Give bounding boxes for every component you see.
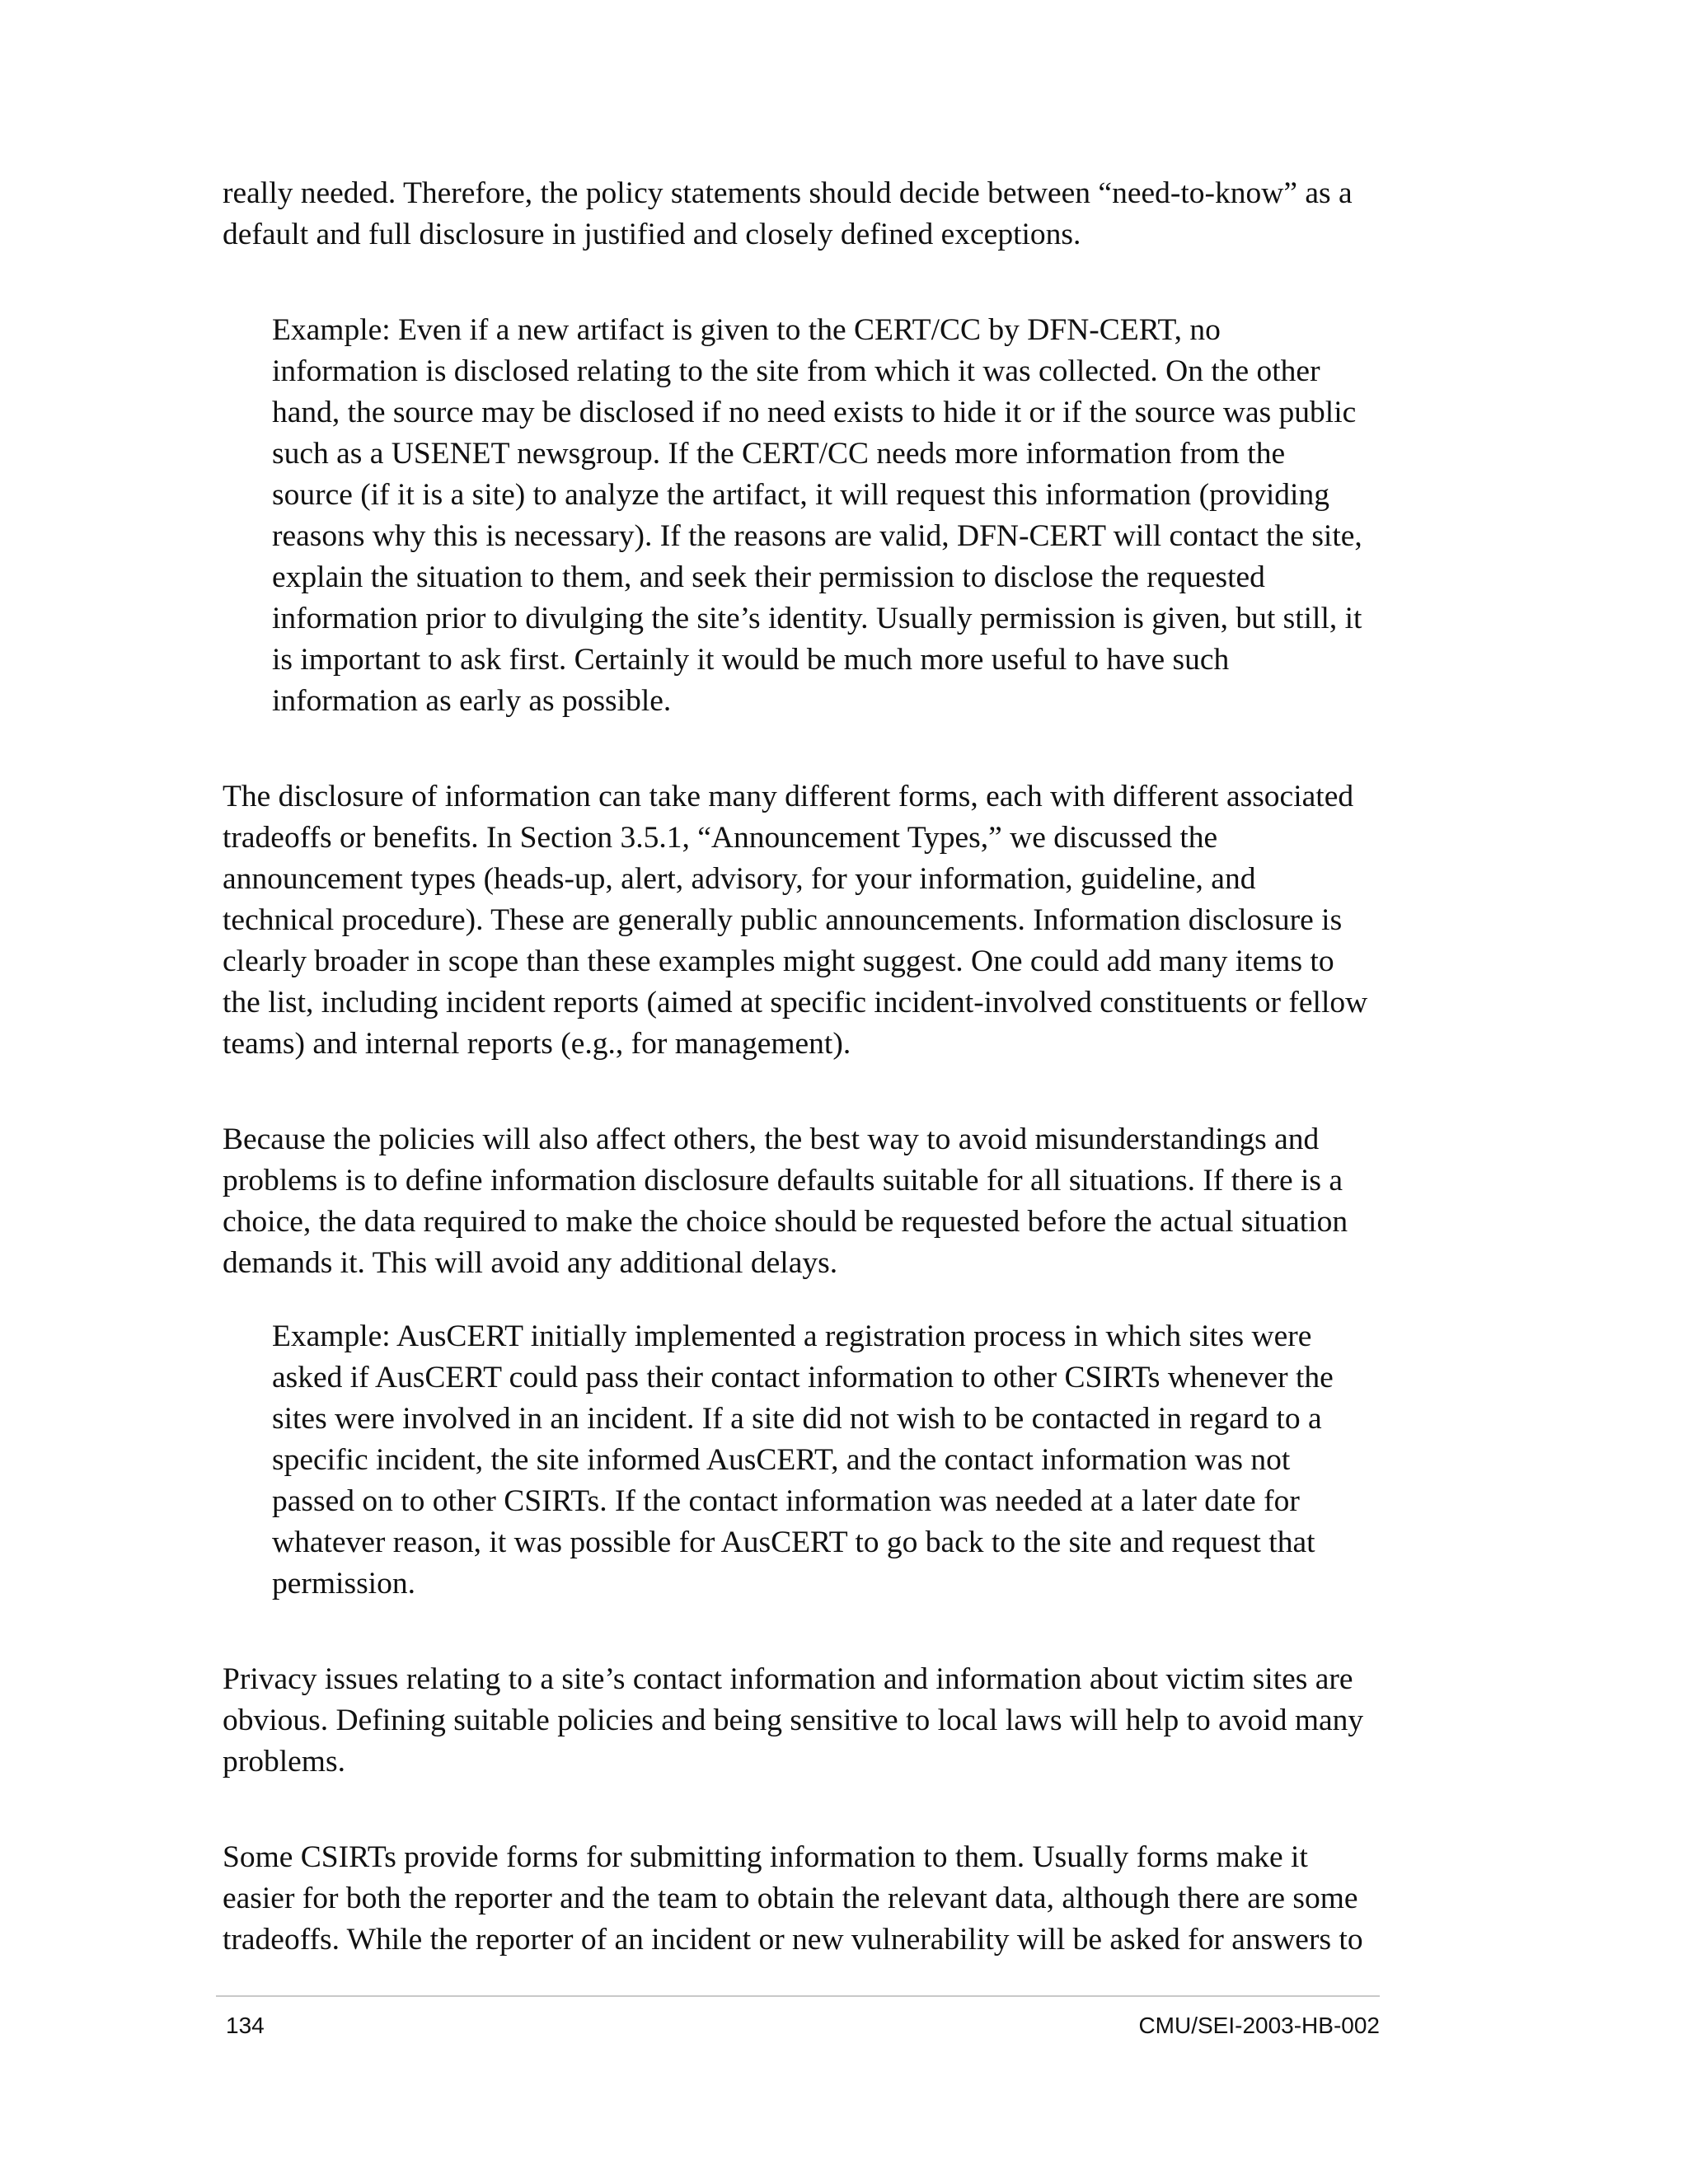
- paragraph-disclosure-default: really needed. Therefore, the policy statements should decide between “need-to-know” as a default and full disclosure in justified and closely defined exceptions.: [223, 176, 1353, 251]
- example-auscert: Example: AusCERT initially implemented a registration process in which sites were asked if AusCERT could pass their contact information to other CSIRTs whenever the sites were involved in an incident. If a site did not wish to be contacted in regard to a specific incident, the site informed AusCERT, and the contact information was not passed on to other CSIRTs. If the contact information was needed at a later date for whatever reason, it was possible for AusCERT to go back to the site and request that permission.: [272, 1319, 1334, 1601]
- paragraph-submission-forms: Some CSIRTs provide forms for submitting information to them. Usually forms make it easier for both the reporter and the team to obtain the relevant data, although there are some tradeoffs. While the reporter of an incident or new vulnerability will be asked for answers to: [223, 1840, 1363, 1957]
- paragraph-disclosure-defaults: Because the policies will also affect others, the best way to avoid misunderstandings and problems is to define information disclosure defaults suitable for all situations. If there is a choice, the data required to make the choice should be requested before the actual situation demands it. This will avoid any additional delays.: [223, 1122, 1348, 1280]
- paragraph-privacy-issues: Privacy issues relating to a site’s contact information and information about victim sites are obvious. Defining suitable policies and being sensitive to local laws will help to avoid many problems.: [223, 1662, 1364, 1779]
- document-id: CMU/SEI-2003-HB-002: [1138, 2013, 1380, 2038]
- page-number: 134: [226, 2013, 265, 2038]
- paragraph-disclosure-forms: The disclosure of information can take many different forms, each with different associated tradeoffs or benefits. In Section 3.5.1, “Announcement Types,” we discussed the announcement types (heads-up, alert, advisory, for your information, guideline, and technical procedure). These are generally public announcements. Information disclosure is clearly broader in scope than these examples might suggest. One could add many items to the list, including incident reports (aimed at specific incident-involved constituents or fellow teams) and internal reports (e.g., for management).: [223, 780, 1368, 1061]
- body-text: [223, 173, 1372, 2015]
- footer-divider: [216, 1995, 1380, 1997]
- example-dfn-cert: Example: Even if a new artifact is given to the CERT/CC by DFN-CERT, no information is disclosed relating to the site from which it was collected. On the other hand, the source may be disclosed if no need exists to hide it or if the source was public such as a USENET newsgroup. If the CERT/CC needs more information from the source (if it is a site) to analyze the artifact, it will request this information (providing reasons why this is necessary). If the reasons are valid, DFN-CERT will contact the site, explain the situation to them, and seek their permission to disclose the requested information prior to divulging the site’s identity. Usually permission is given, but still, it is important to ask first. Certainly it would be much more useful to have such information as early as possible.: [272, 313, 1362, 718]
